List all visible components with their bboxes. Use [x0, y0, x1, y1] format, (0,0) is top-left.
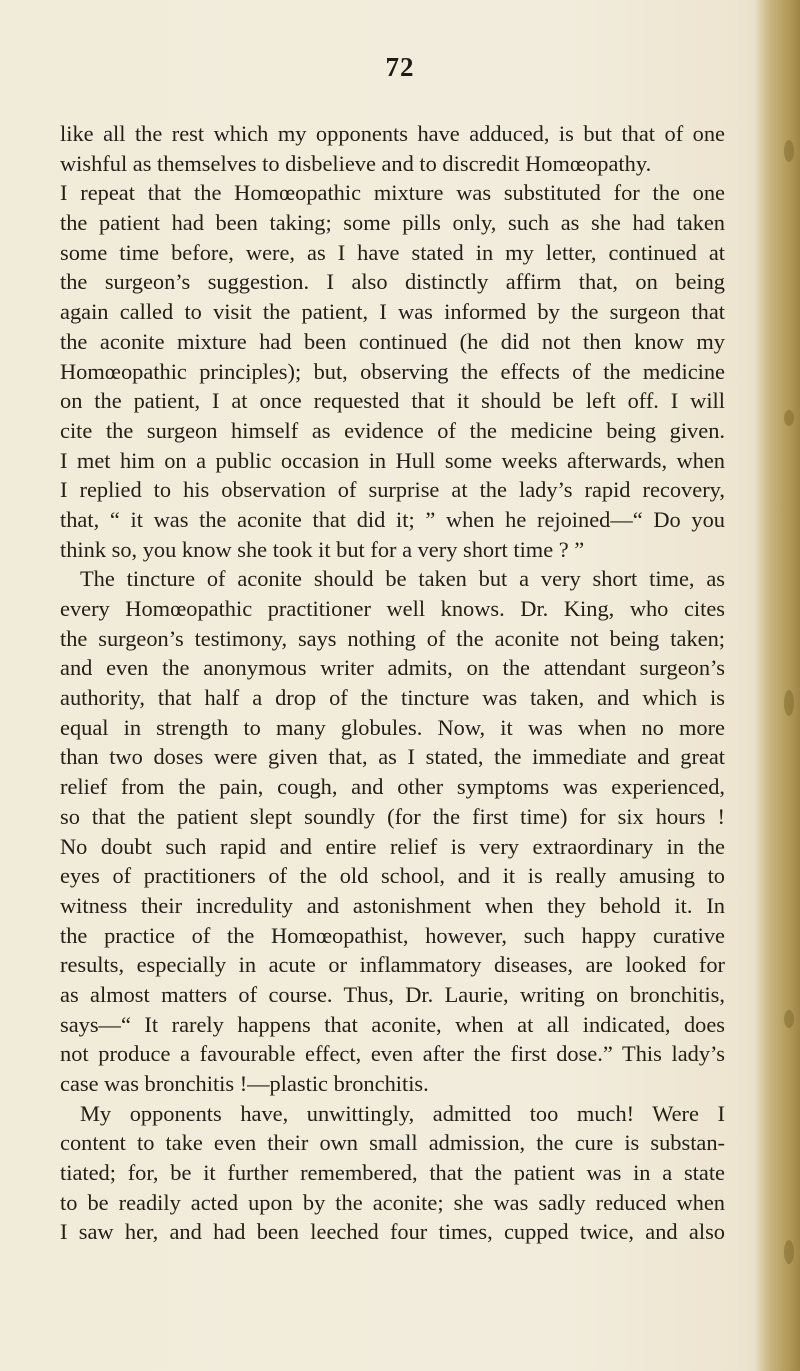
text-line: as almost matters of course. Thus, Dr. Laurie, writing on bronchitis,: [60, 981, 725, 1007]
text-line: and even the anonymous writer admits, on the attendant surgeon’s: [60, 655, 725, 681]
text-line: every Homœopathic practitioner well knows. Dr. King, who cites: [60, 596, 725, 621]
text-line: the patient had been taking; some pills only, such as she had taken: [60, 210, 725, 236]
text-line: equal in strength to many globules. Now, it was when no more: [60, 714, 725, 740]
text-line: tiated; for, be it further remembered, that the patient was in a state: [60, 1160, 725, 1186]
foxing-spot: [784, 690, 794, 716]
text-line: I replied to his observation of surprise at the lady’s rapid recovery,: [60, 477, 725, 503]
text-line: content to take even their own small admission, the cure is substan-: [60, 1130, 725, 1156]
page-number: 72: [385, 52, 415, 82]
text-line: eyes of practitioners of the old school, and it is really amusing to: [60, 863, 725, 889]
text-line: No doubt such rapid and entire relief is very extraordinary in the: [60, 833, 725, 859]
text-line: than two doses were given that, as I stated, the immediate and great: [60, 744, 725, 770]
text-line: cite the surgeon himself as evidence of the medicine being given.: [60, 417, 725, 443]
body-text: [60, 119, 725, 1247]
text-line: to be readily acted upon by the aconite; she was sadly reduced when: [60, 1189, 725, 1215]
foxing-spot: [784, 410, 794, 426]
text-line: I met him on a public occasion in Hull some weeks afterwards, when: [60, 447, 725, 473]
text-line: Homœopathic principles); but, observing the effects of the medicine: [60, 358, 725, 384]
text-line: results, especially in acute or inflammatory diseases, are looked for: [60, 952, 725, 978]
text-line: relief from the pain, cough, and other symptoms was experienced,: [60, 774, 725, 800]
text-line: I saw her, and had been leeched four times, cupped twice, and also: [60, 1219, 725, 1245]
text-line: the practice of the Homœopathist, however, such happy curative: [60, 922, 725, 948]
text-line: again called to visit the patient, I was informed by the surgeon that: [60, 299, 725, 325]
text-line: not produce a favourable effect, even after the first dose.” This lady’s: [60, 1041, 725, 1067]
text-line: witness their incredulity and astonishment when they behold it. In: [60, 892, 725, 918]
text-line: the surgeon’s suggestion. I also distinctly affirm that, on being: [60, 269, 725, 295]
text-line: says—“ It rarely happens that aconite, when at all indicated, does: [60, 1011, 725, 1037]
text-line: some time before, were, as I have stated in my letter, continued at: [60, 239, 725, 265]
text-line: case was bronchitis !—plastic bronchitis.: [60, 1071, 429, 1096]
text-line: I repeat that the Homœopathic mixture was substituted for the one: [60, 180, 725, 206]
text-line: the surgeon’s testimony, says nothing of the aconite not being taken;: [60, 625, 725, 651]
text-line: the aconite mixture had been continued (he did not then know my: [60, 328, 725, 354]
text-line: like all the rest which my opponents have adduced, is but that of one: [60, 121, 725, 146]
text-line: think so, you know she took it but for a very short time ? ”: [60, 536, 585, 562]
text-line: The tincture of aconite should be taken but a very short time, as: [80, 566, 725, 592]
page-edge-shadow: [754, 0, 800, 1371]
foxing-spot: [784, 1010, 794, 1028]
foxing-spot: [784, 1240, 794, 1264]
text-line: wishful as themselves to disbelieve and to discredit Homœopathy.: [60, 150, 652, 176]
text-line: My opponents have, unwittingly, admitted too much! Were I: [80, 1100, 725, 1126]
text-line: on the patient, I at once requested that it should be left off. I will: [60, 388, 725, 414]
text-line: so that the patient slept soundly (for the first time) for six hours !: [60, 803, 725, 829]
text-line: that, “ it was the aconite that did it; ” when he rejoined—“ Do you: [60, 506, 725, 532]
text-line: authority, that half a drop of the tincture was taken, and which is: [60, 685, 725, 711]
foxing-spot: [784, 140, 794, 162]
